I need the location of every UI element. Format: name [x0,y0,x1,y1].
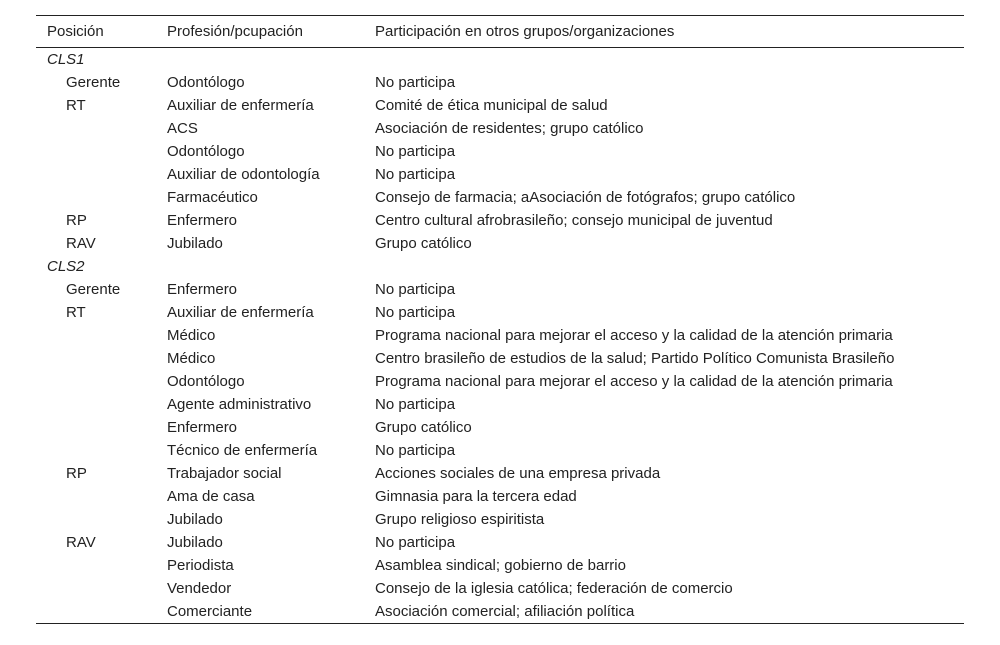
bottom-rule [36,623,964,624]
header-profession: Profesión/pcupación [167,23,303,40]
cell-profession: Agente administrativo [167,396,312,413]
cell-profession: Vendedor [167,580,232,597]
table-row [36,140,964,163]
table-row [36,301,964,324]
cell-profession: Ama de casa [167,488,255,505]
cell-position: Gerente [66,74,121,91]
cell-participation: No participa [375,281,456,298]
table-row [36,163,964,186]
cell-participation: Grupo católico [375,419,472,436]
cell-profession: Médico [167,350,216,367]
cell-profession: Odontólogo [167,74,245,91]
cell-profession: Odontólogo [167,373,245,390]
cell-position: RP [66,212,87,229]
cell-participation: No participa [375,534,456,551]
table-row [36,71,964,94]
cell-participation: Consejo de farmacia; aAsociación de fotógrafos; grupo católico [375,189,796,206]
cell-profession: Jubilado [167,534,223,551]
cell-position: Gerente [66,281,121,298]
table-row [36,416,964,439]
cell-profession: Farmacéutico [167,189,258,206]
cell-profession: Jubilado [167,235,223,252]
cell-profession: Enfermero [167,212,238,229]
cell-profession: Odontólogo [167,143,245,160]
cell-profession: Trabajador social [167,465,282,482]
table-row [36,117,964,140]
cell-participation: No participa [375,396,456,413]
table-row [36,370,964,393]
header-row [36,16,964,47]
cell-profession: Jubilado [167,511,223,528]
cell-participation: No participa [375,166,456,183]
table-row [36,485,964,508]
cell-position: RP [66,465,87,482]
cell-participation: Asociación de residentes; grupo católico [375,120,644,137]
table-body [36,48,964,623]
group-label: CLS1 [47,51,85,68]
cell-participation: Centro cultural afrobrasileño; consejo municipal de juventud [375,212,773,229]
table-row [36,554,964,577]
cell-profession: ACS [167,120,198,137]
cell-participation: Programa nacional para mejorar el acceso y la calidad de la atención primaria [375,327,893,344]
cell-profession: Médico [167,327,216,344]
cell-participation: No participa [375,442,456,459]
table-row [36,531,964,554]
table-row [36,324,964,347]
table-row [36,94,964,117]
table-row [36,232,964,255]
cell-position: RAV [66,534,96,551]
cell-participation: Grupo religioso espiritista [375,511,545,528]
table-row [36,347,964,370]
cell-position: RT [66,304,86,321]
cell-profession: Comerciante [167,603,253,620]
cell-profession: Auxiliar de enfermería [167,304,314,321]
cell-profession: Técnico de enfermería [167,442,318,459]
cell-profession: Auxiliar de enfermería [167,97,314,114]
cell-participation: Centro brasileño de estudios de la salud; Partido Político Comunista Brasileño [375,350,895,367]
table-row [36,278,964,301]
table-row [36,577,964,600]
group-row [36,255,964,278]
header-participation: Participación en otros grupos/organizaciones [375,23,675,40]
cell-participation: Grupo católico [375,235,472,252]
cell-participation: Gimnasia para la tercera edad [375,488,577,505]
cell-participation: Acciones sociales de una empresa privada [375,465,661,482]
table-row [36,600,964,623]
group-label: CLS2 [47,258,85,275]
table-row [36,209,964,232]
cell-participation: Asociación comercial; afiliación política [375,603,635,620]
cell-participation: No participa [375,304,456,321]
table-row [36,462,964,485]
cell-participation: Consejo de la iglesia católica; federación de comercio [375,580,733,597]
cell-position: RT [66,97,86,114]
table-row [36,393,964,416]
cell-participation: Asamblea sindical; gobierno de barrio [375,557,626,574]
header-position: Posición [47,23,104,40]
cell-participation: Programa nacional para mejorar el acceso y la calidad de la atención primaria [375,373,893,390]
group-row [36,48,964,71]
table-row [36,186,964,209]
cell-profession: Enfermero [167,281,238,298]
cell-profession: Auxiliar de odontología [167,166,320,183]
table-row [36,508,964,531]
cell-position: RAV [66,235,96,252]
table-row [36,439,964,462]
data-table [36,15,964,624]
cell-participation: No participa [375,74,456,91]
cell-profession: Periodista [167,557,234,574]
cell-participation: No participa [375,143,456,160]
cell-participation: Comité de ética municipal de salud [375,97,608,114]
cell-profession: Enfermero [167,419,238,436]
